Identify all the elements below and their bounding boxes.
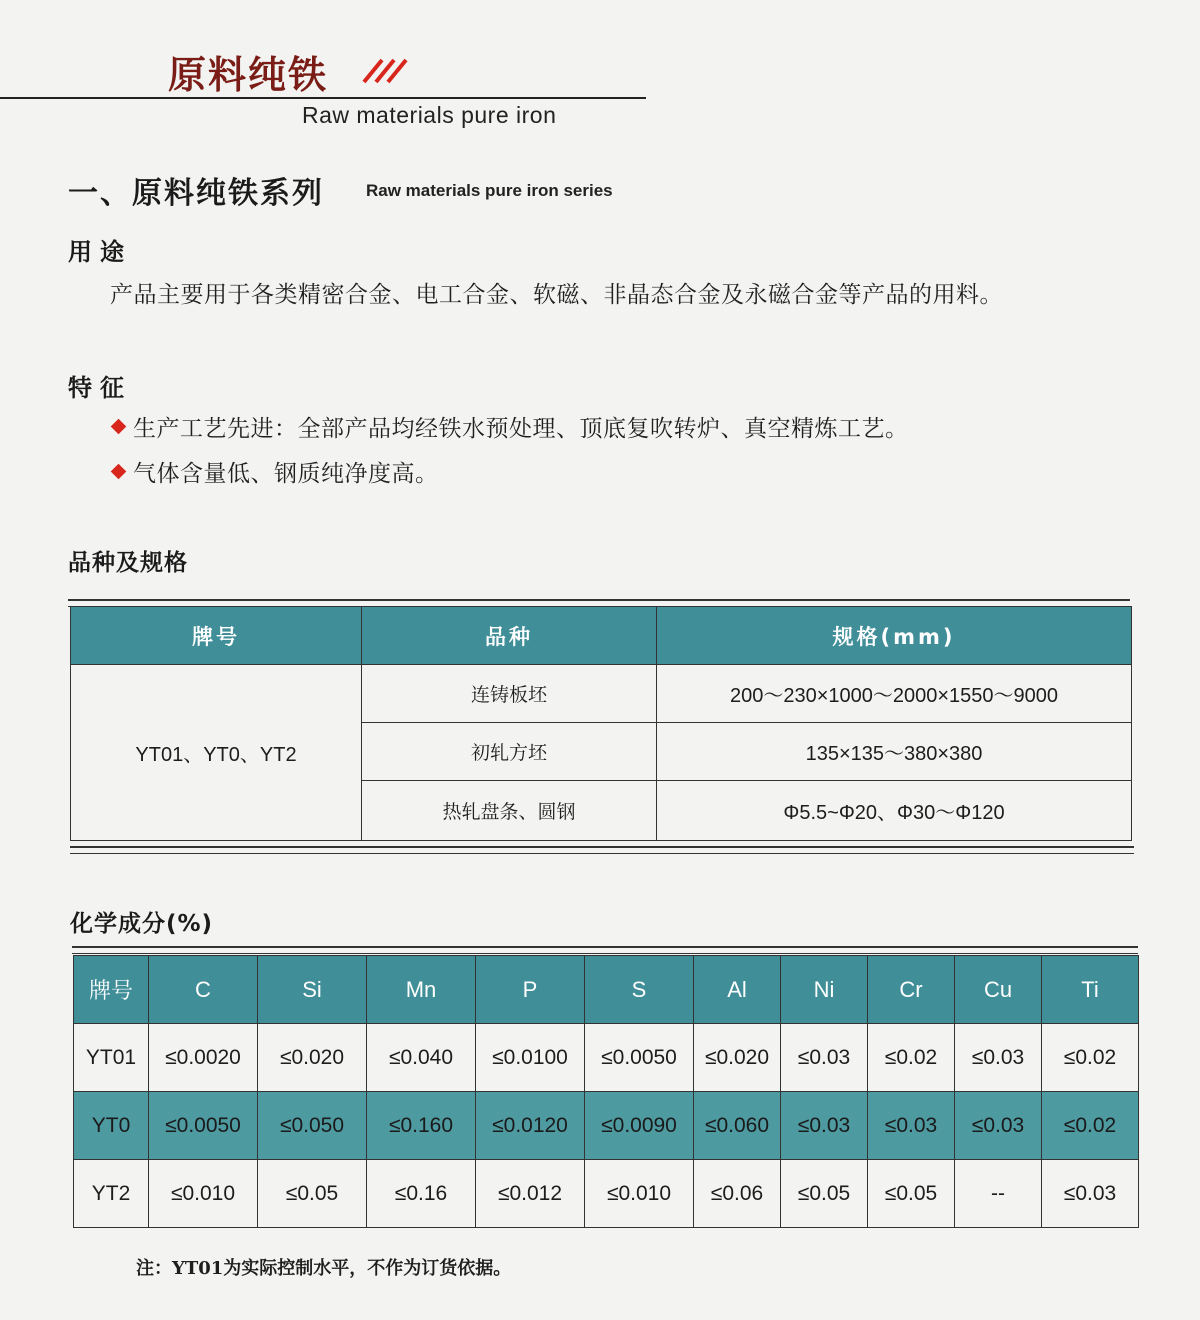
chem-header-grade: 牌号 bbox=[74, 956, 149, 1024]
chem-cell: ≤0.05 bbox=[781, 1160, 868, 1228]
features-label: 特征 bbox=[68, 374, 132, 402]
page-title: 原料纯铁 bbox=[168, 53, 329, 97]
feature-item-text: 气体含量低、钢质纯净度高。 bbox=[133, 461, 439, 487]
section-subtitle: Raw materials pure iron series bbox=[366, 181, 613, 200]
chem-cell: ≤0.050 bbox=[258, 1092, 367, 1160]
spec-variety-cell: 热轧盘条、圆钢 bbox=[362, 781, 657, 841]
chem-cell: ≤0.05 bbox=[868, 1160, 955, 1228]
slash-decoration-icon bbox=[360, 50, 420, 90]
chem-cell: YT2 bbox=[74, 1160, 149, 1228]
spec-value-cell: 200～230×1000～2000×1550～9000 bbox=[657, 665, 1132, 723]
spec-variety-cell: 连铸板坯 bbox=[362, 665, 657, 723]
chem-cell: ≤0.010 bbox=[585, 1160, 694, 1228]
chem-cell: ≤0.012 bbox=[476, 1160, 585, 1228]
chem-header-ti: Ti bbox=[1042, 956, 1139, 1024]
chem-cell: ≤0.0100 bbox=[476, 1024, 585, 1092]
page-subtitle: Raw materials pure iron bbox=[302, 102, 557, 128]
chem-cell: ≤0.0120 bbox=[476, 1092, 585, 1160]
feature-item bbox=[110, 410, 909, 443]
spec-value-cell: 135×135～380×380 bbox=[657, 723, 1132, 781]
chem-cell: -- bbox=[955, 1160, 1042, 1228]
table-rule bbox=[70, 846, 1134, 854]
chem-cell: ≤0.0050 bbox=[585, 1024, 694, 1092]
chem-cell: ≤0.010 bbox=[149, 1160, 258, 1228]
chem-cell: ≤0.06 bbox=[694, 1160, 781, 1228]
chem-cell: ≤0.03 bbox=[955, 1092, 1042, 1160]
table-rule bbox=[72, 946, 1138, 954]
chem-header-ni: Ni bbox=[781, 956, 868, 1024]
spec-value-cell: Φ5.5~Φ20、Φ30～Φ120 bbox=[657, 781, 1132, 841]
section-title: 一、原料纯铁系列 bbox=[68, 176, 324, 211]
chem-cell: ≤0.03 bbox=[955, 1024, 1042, 1092]
table-row bbox=[74, 1160, 1139, 1228]
chem-cell: YT0 bbox=[74, 1092, 149, 1160]
spec-variety-cell: 初轧方坯 bbox=[362, 723, 657, 781]
chem-cell: ≤0.040 bbox=[367, 1024, 476, 1092]
header-rule bbox=[0, 97, 646, 99]
table-row bbox=[74, 1024, 1139, 1092]
chem-cell: YT01 bbox=[74, 1024, 149, 1092]
chem-cell: ≤0.0050 bbox=[149, 1092, 258, 1160]
usage-label: 用途 bbox=[68, 238, 132, 266]
chem-cell: ≤0.05 bbox=[258, 1160, 367, 1228]
footnote: 注：YT01为实际控制水平，不作为订货依据。 bbox=[136, 1258, 512, 1279]
chem-cell: ≤0.02 bbox=[1042, 1024, 1139, 1092]
chem-header-s: S bbox=[585, 956, 694, 1024]
chem-cell: ≤0.03 bbox=[1042, 1160, 1139, 1228]
chem-header-al: Al bbox=[694, 956, 781, 1024]
diamond-bullet-icon bbox=[111, 464, 127, 480]
chem-table-title: 化学成分(%) bbox=[70, 911, 214, 937]
chem-cell: ≤0.0090 bbox=[585, 1092, 694, 1160]
usage-text: 产品主要用于各类精密合金、电工合金、软磁、非晶态合金及永磁合金等产品的用料。 bbox=[110, 282, 1003, 308]
chem-cell: ≤0.02 bbox=[1042, 1092, 1139, 1160]
chem-table bbox=[73, 955, 1139, 1228]
table-row bbox=[71, 665, 1132, 723]
chem-header-si: Si bbox=[258, 956, 367, 1024]
spec-table bbox=[70, 606, 1132, 841]
spec-table-title: 品种及规格 bbox=[68, 550, 188, 576]
chem-cell: ≤0.03 bbox=[781, 1024, 868, 1092]
chem-header-cu: Cu bbox=[955, 956, 1042, 1024]
spec-grade-cell: YT01、YT0、YT2 bbox=[71, 665, 362, 841]
chem-cell: ≤0.020 bbox=[694, 1024, 781, 1092]
chem-cell: ≤0.020 bbox=[258, 1024, 367, 1092]
chem-cell: ≤0.160 bbox=[367, 1092, 476, 1160]
feature-item bbox=[110, 455, 439, 488]
spec-header-variety: 品种 bbox=[362, 607, 657, 665]
table-row bbox=[74, 1092, 1139, 1160]
chem-cell: ≤0.0020 bbox=[149, 1024, 258, 1092]
spec-header-spec: 规格(mm) bbox=[657, 607, 1132, 665]
chem-cell: ≤0.03 bbox=[868, 1092, 955, 1160]
chem-cell: ≤0.02 bbox=[868, 1024, 955, 1092]
spec-header-grade: 牌号 bbox=[71, 607, 362, 665]
feature-item-text: 生产工艺先进：全部产品均经铁水预处理、顶底复吹转炉、真空精炼工艺。 bbox=[133, 416, 909, 442]
chem-cell: ≤0.16 bbox=[367, 1160, 476, 1228]
chem-header-c: C bbox=[149, 956, 258, 1024]
chem-header-mn: Mn bbox=[367, 956, 476, 1024]
chem-cell: ≤0.060 bbox=[694, 1092, 781, 1160]
chem-cell: ≤0.03 bbox=[781, 1092, 868, 1160]
chem-header-p: P bbox=[476, 956, 585, 1024]
chem-header-cr: Cr bbox=[868, 956, 955, 1024]
diamond-bullet-icon bbox=[111, 419, 127, 435]
